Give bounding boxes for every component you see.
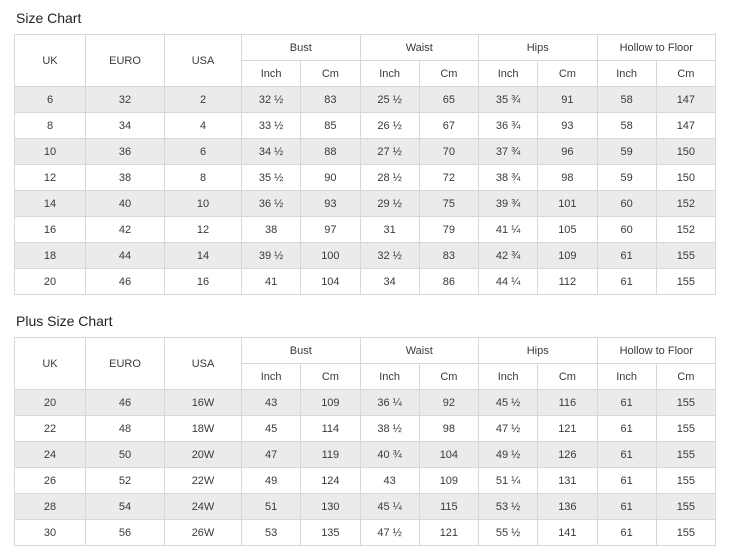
cell-waist-inch: 38 ½ [360,416,419,442]
header-usa: USA [165,35,242,87]
header-waist-cm: Cm [419,364,478,390]
cell-uk: 20 [15,269,86,295]
header-waist-cm: Cm [419,61,478,87]
cell-waist-inch: 29 ½ [360,191,419,217]
cell-usa: 4 [165,113,242,139]
table-row [15,113,716,139]
header-hips-cm: Cm [538,364,597,390]
page-title-plus-size-chart: Plus Size Chart [16,313,113,329]
cell-bust-inch: 47 [242,442,301,468]
cell-uk: 10 [15,139,86,165]
cell-hips-cm: 126 [538,442,597,468]
cell-waist-cm: 70 [419,139,478,165]
header-bust-cm: Cm [301,61,360,87]
cell-hips-inch: 51 ¼ [479,468,538,494]
table-row [15,191,716,217]
cell-hips-inch: 35 ¾ [479,87,538,113]
cell-euro: 42 [86,217,165,243]
header-hips: Hips [479,338,598,364]
cell-waist-inch: 36 ¼ [360,390,419,416]
cell-waist-inch: 31 [360,217,419,243]
cell-waist-cm: 72 [419,165,478,191]
cell-euro: 32 [86,87,165,113]
cell-uk: 20 [15,390,86,416]
cell-waist-cm: 115 [419,494,478,520]
header-uk: UK [15,338,86,390]
cell-hollow-inch: 61 [597,442,656,468]
cell-bust-inch: 33 ½ [242,113,301,139]
header-hips-inch: Inch [479,61,538,87]
cell-usa: 26W [165,520,242,546]
cell-usa: 18W [165,416,242,442]
table-row [15,416,716,442]
cell-hollow-inch: 60 [597,217,656,243]
header-uk: UK [15,35,86,87]
cell-euro: 44 [86,243,165,269]
cell-waist-inch: 40 ¾ [360,442,419,468]
header-hips-inch: Inch [479,364,538,390]
cell-hips-cm: 93 [538,113,597,139]
cell-bust-inch: 49 [242,468,301,494]
header-waist: Waist [360,35,479,61]
cell-uk: 26 [15,468,86,494]
cell-bust-cm: 109 [301,390,360,416]
cell-uk: 8 [15,113,86,139]
header-hollow-cm: Cm [656,364,715,390]
cell-waist-cm: 92 [419,390,478,416]
table-row [15,442,716,468]
table-header-row-groups [15,338,716,364]
cell-usa: 24W [165,494,242,520]
cell-hollow-cm: 147 [656,113,715,139]
cell-hips-cm: 109 [538,243,597,269]
cell-hollow-cm: 155 [656,416,715,442]
cell-hips-cm: 91 [538,87,597,113]
cell-bust-cm: 130 [301,494,360,520]
cell-bust-inch: 51 [242,494,301,520]
header-hips: Hips [479,35,598,61]
cell-usa: 10 [165,191,242,217]
cell-hips-cm: 98 [538,165,597,191]
header-bust: Bust [242,35,361,61]
cell-bust-cm: 88 [301,139,360,165]
cell-hips-inch: 47 ½ [479,416,538,442]
cell-usa: 16 [165,269,242,295]
cell-usa: 8 [165,165,242,191]
cell-waist-inch: 26 ½ [360,113,419,139]
table-row [15,87,716,113]
cell-hips-inch: 37 ¾ [479,139,538,165]
cell-uk: 22 [15,416,86,442]
cell-waist-inch: 47 ½ [360,520,419,546]
cell-waist-cm: 65 [419,87,478,113]
cell-waist-cm: 121 [419,520,478,546]
cell-bust-cm: 104 [301,269,360,295]
cell-hollow-cm: 155 [656,520,715,546]
cell-hollow-cm: 155 [656,442,715,468]
cell-bust-cm: 135 [301,520,360,546]
cell-hips-inch: 45 ½ [479,390,538,416]
cell-hips-cm: 141 [538,520,597,546]
page-title-size-chart: Size Chart [16,10,82,26]
header-bust-inch: Inch [242,61,301,87]
cell-usa: 16W [165,390,242,416]
table-row [15,165,716,191]
plus-size-chart-body [15,390,716,546]
cell-euro: 46 [86,269,165,295]
cell-bust-cm: 85 [301,113,360,139]
header-hollow-inch: Inch [597,364,656,390]
cell-waist-cm: 67 [419,113,478,139]
cell-waist-cm: 104 [419,442,478,468]
cell-uk: 16 [15,217,86,243]
cell-usa: 14 [165,243,242,269]
cell-euro: 38 [86,165,165,191]
cell-hips-cm: 112 [538,269,597,295]
cell-uk: 24 [15,442,86,468]
cell-waist-cm: 83 [419,243,478,269]
cell-hollow-cm: 152 [656,217,715,243]
cell-hollow-cm: 147 [656,87,715,113]
cell-hollow-inch: 61 [597,243,656,269]
cell-uk: 18 [15,243,86,269]
cell-euro: 40 [86,191,165,217]
cell-hollow-inch: 58 [597,87,656,113]
cell-hollow-inch: 59 [597,165,656,191]
cell-usa: 2 [165,87,242,113]
cell-bust-cm: 83 [301,87,360,113]
cell-bust-cm: 114 [301,416,360,442]
cell-hips-cm: 101 [538,191,597,217]
cell-bust-inch: 53 [242,520,301,546]
cell-euro: 56 [86,520,165,546]
header-euro: EURO [86,35,165,87]
cell-hips-cm: 96 [538,139,597,165]
cell-waist-cm: 98 [419,416,478,442]
cell-euro: 46 [86,390,165,416]
cell-usa: 22W [165,468,242,494]
header-usa: USA [165,338,242,390]
cell-hollow-inch: 61 [597,468,656,494]
cell-usa: 12 [165,217,242,243]
cell-hollow-inch: 59 [597,139,656,165]
cell-hips-inch: 44 ¼ [479,269,538,295]
cell-bust-cm: 119 [301,442,360,468]
cell-hips-inch: 41 ¼ [479,217,538,243]
cell-hollow-cm: 155 [656,494,715,520]
cell-hollow-inch: 60 [597,191,656,217]
cell-bust-cm: 124 [301,468,360,494]
cell-hips-cm: 131 [538,468,597,494]
cell-hips-inch: 53 ½ [479,494,538,520]
header-hollow-inch: Inch [597,61,656,87]
cell-euro: 52 [86,468,165,494]
header-bust-cm: Cm [301,364,360,390]
cell-bust-cm: 93 [301,191,360,217]
cell-waist-cm: 79 [419,217,478,243]
header-hollow-cm: Cm [656,61,715,87]
cell-hips-inch: 42 ¾ [479,243,538,269]
cell-hollow-cm: 155 [656,269,715,295]
table-row [15,217,716,243]
cell-hips-cm: 116 [538,390,597,416]
cell-hollow-inch: 61 [597,494,656,520]
header-waist: Waist [360,338,479,364]
cell-hollow-cm: 150 [656,165,715,191]
cell-hollow-inch: 61 [597,520,656,546]
cell-waist-cm: 75 [419,191,478,217]
cell-bust-inch: 34 ½ [242,139,301,165]
table-row [15,139,716,165]
plus-size-chart-head [15,338,716,390]
cell-bust-inch: 36 ½ [242,191,301,217]
cell-uk: 14 [15,191,86,217]
header-bust: Bust [242,338,361,364]
header-waist-inch: Inch [360,61,419,87]
table-row [15,269,716,295]
cell-waist-inch: 43 [360,468,419,494]
table-row [15,520,716,546]
cell-hollow-cm: 155 [656,243,715,269]
cell-waist-inch: 45 ¼ [360,494,419,520]
cell-hollow-inch: 61 [597,269,656,295]
cell-euro: 34 [86,113,165,139]
table-row [15,390,716,416]
cell-hollow-cm: 155 [656,390,715,416]
cell-usa: 20W [165,442,242,468]
table-row [15,468,716,494]
cell-bust-inch: 35 ½ [242,165,301,191]
section-spacer [14,295,716,311]
cell-uk: 12 [15,165,86,191]
cell-bust-inch: 43 [242,390,301,416]
cell-uk: 6 [15,87,86,113]
cell-hips-cm: 121 [538,416,597,442]
cell-bust-inch: 41 [242,269,301,295]
cell-hips-inch: 38 ¾ [479,165,538,191]
cell-hips-inch: 39 ¾ [479,191,538,217]
cell-euro: 54 [86,494,165,520]
cell-hips-inch: 55 ½ [479,520,538,546]
cell-euro: 48 [86,416,165,442]
cell-waist-cm: 109 [419,468,478,494]
size-chart-head [15,35,716,87]
cell-bust-inch: 32 ½ [242,87,301,113]
cell-waist-inch: 28 ½ [360,165,419,191]
cell-bust-inch: 39 ½ [242,243,301,269]
cell-usa: 6 [165,139,242,165]
header-euro: EURO [86,338,165,390]
cell-waist-inch: 25 ½ [360,87,419,113]
plus-size-chart-table [14,337,716,546]
cell-waist-inch: 34 [360,269,419,295]
cell-euro: 36 [86,139,165,165]
cell-bust-inch: 45 [242,416,301,442]
size-chart-table [14,34,716,295]
cell-hips-inch: 36 ¾ [479,113,538,139]
cell-waist-cm: 86 [419,269,478,295]
table-row [15,243,716,269]
cell-bust-cm: 97 [301,217,360,243]
cell-hollow-inch: 61 [597,390,656,416]
cell-uk: 30 [15,520,86,546]
cell-bust-cm: 90 [301,165,360,191]
header-hips-cm: Cm [538,61,597,87]
cell-hollow-cm: 155 [656,468,715,494]
cell-hollow-cm: 150 [656,139,715,165]
cell-hips-cm: 136 [538,494,597,520]
cell-waist-inch: 32 ½ [360,243,419,269]
table-header-row-groups [15,35,716,61]
cell-hollow-inch: 61 [597,416,656,442]
cell-bust-cm: 100 [301,243,360,269]
cell-waist-inch: 27 ½ [360,139,419,165]
header-hollow-to-floor: Hollow to Floor [597,35,716,61]
table-row [15,494,716,520]
header-waist-inch: Inch [360,364,419,390]
header-hollow-to-floor: Hollow to Floor [597,338,716,364]
cell-bust-inch: 38 [242,217,301,243]
header-bust-inch: Inch [242,364,301,390]
cell-hips-inch: 49 ½ [479,442,538,468]
cell-euro: 50 [86,442,165,468]
cell-hollow-inch: 58 [597,113,656,139]
cell-uk: 28 [15,494,86,520]
cell-hips-cm: 105 [538,217,597,243]
cell-hollow-cm: 152 [656,191,715,217]
size-chart-body [15,87,716,295]
